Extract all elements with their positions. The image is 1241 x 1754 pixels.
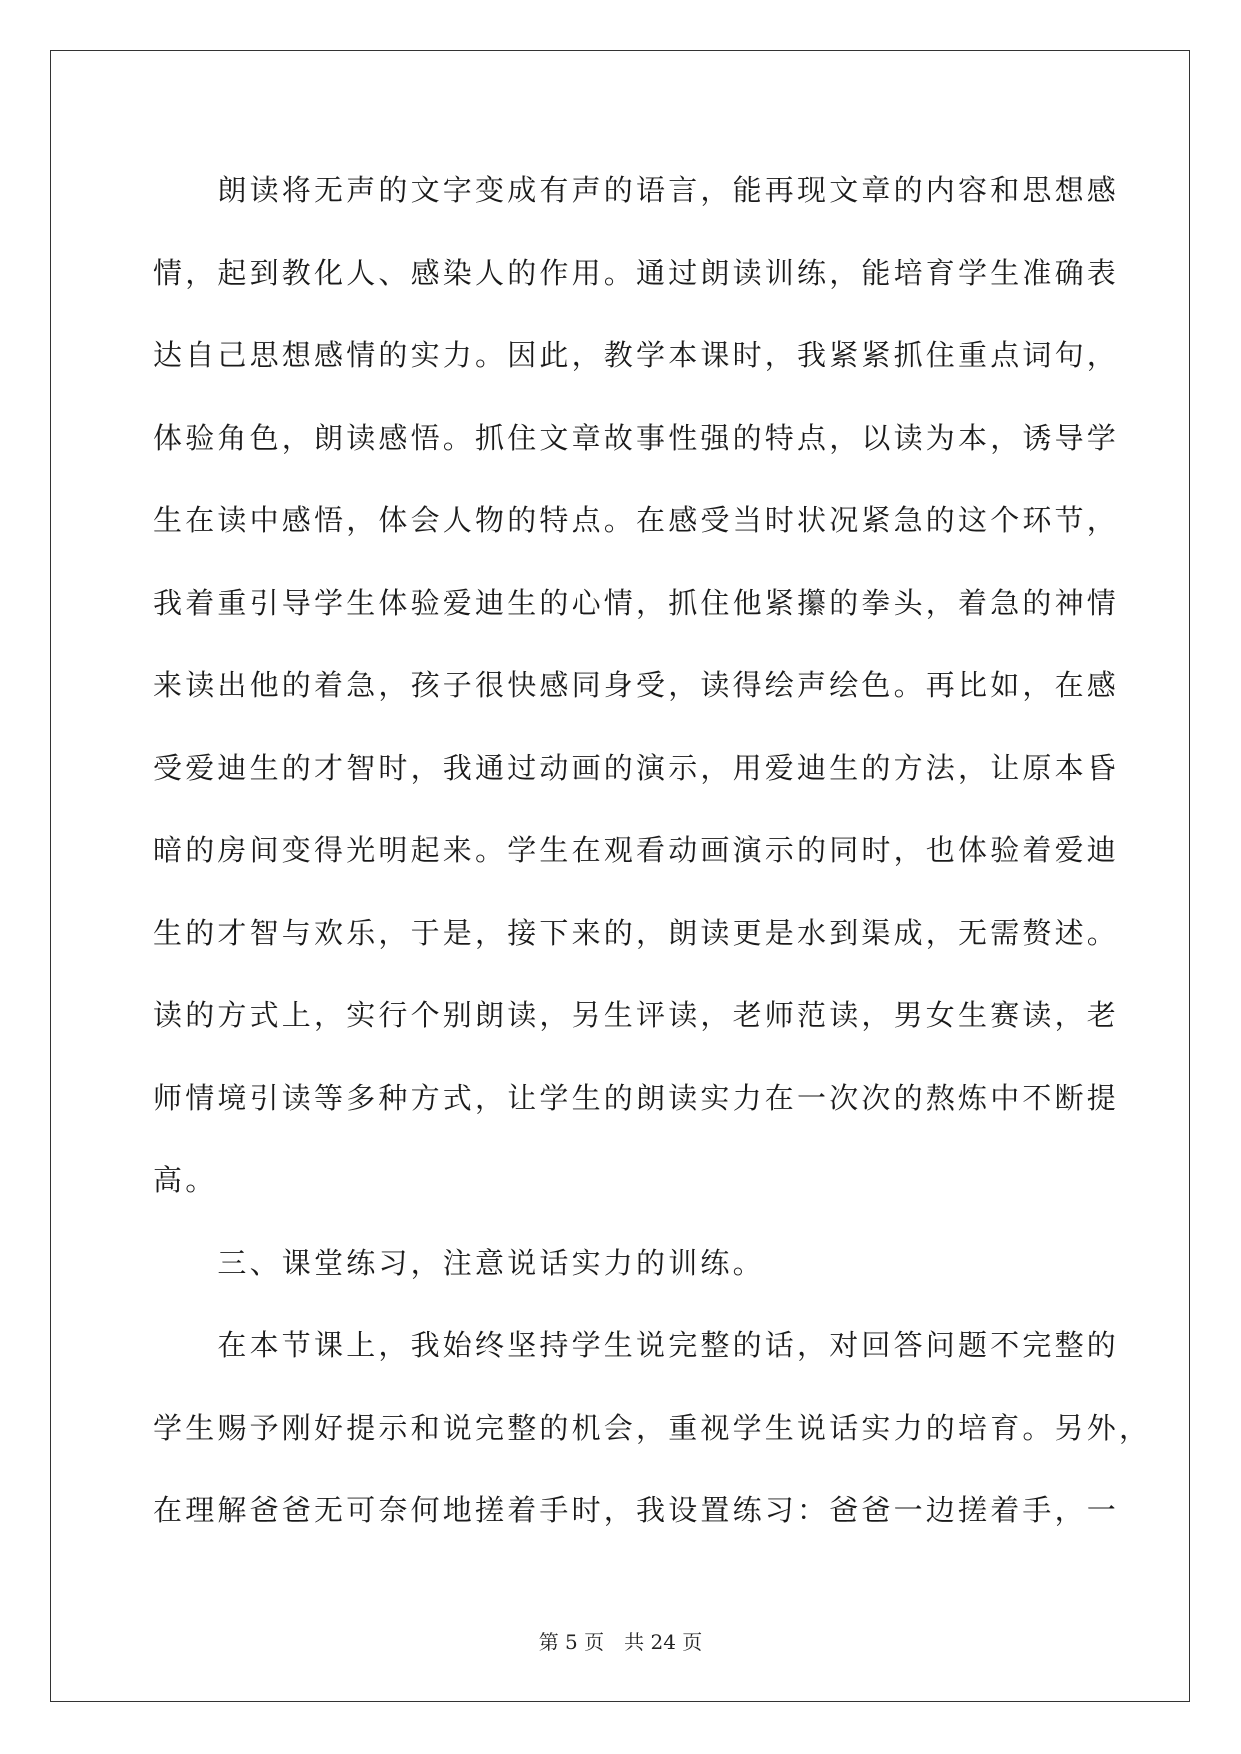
text-line: 体验角色，朗读感悟。抓住文章故事性强的特点，以读为本，诱导学 (153, 420, 1120, 455)
text-line: 情，起到教化人、感染人的作用。通过朗读训练，能培育学生准确表 (153, 255, 1120, 290)
paragraph-reading (153, 170, 1120, 1201)
section-heading-practice (153, 1243, 1088, 1284)
text-line: 朗读将无声的文字变成有声的语言，能再现文章的内容和思想感 (153, 173, 1120, 207)
text-line: 我着重引导学生体验爱迪生的心情，抓住他紧攥的拳头，着急的神情 (153, 585, 1120, 620)
text-line: 学生赐予刚好提示和说完整的机会，重视学生说话实力的培育。另外， (153, 1410, 1152, 1445)
text-line: 暗的房间变得光明起来。学生在观看动画演示的同时，也体验着爱迪 (153, 833, 1120, 867)
document-body (153, 170, 1152, 1573)
text-line: 在本节课上，我始终坚持学生说完整的话，对回答问题不完整的 (153, 1328, 1120, 1362)
text-line: 在理解爸爸无可奈何地搓着手时，我设置练习：爸爸一边搓着手，一 (153, 1493, 1120, 1527)
text-line: 三、课堂练习，注意说话实力的训练。 (153, 1245, 765, 1280)
text-line: 高。 (153, 1163, 218, 1197)
text-line: 师情境引读等多种方式，让学生的朗读实力在一次次的熬炼中不断提 (153, 1080, 1120, 1115)
text-line: 来读出他的着急，孩子很快感同身受，读得绘声绘色。再比如，在感 (153, 668, 1120, 702)
page-footer (0, 1626, 1241, 1655)
text-line: 达自己思想感情的实力。因此，教学本课时，我紧紧抓住重点词句， (153, 338, 1120, 372)
paragraph-speaking (153, 1325, 1152, 1531)
page-number: 第 5 页 (538, 1630, 605, 1654)
text-line: 读的方式上，实行个别朗读，另生评读，老师范读，男女生赛读，老 (153, 998, 1120, 1032)
text-line: 生的才智与欢乐，于是，接下来的，朗读更是水到渠成，无需赘述。 (153, 915, 1120, 950)
text-line: 受爱迪生的才智时，我通过动画的演示，用爱迪生的方法，让原本昏 (153, 750, 1120, 785)
page-total: 共 24 页 (624, 1630, 703, 1654)
text-line: 生在读中感悟，体会人物的特点。在感受当时状况紧急的这个环节， (153, 503, 1120, 537)
